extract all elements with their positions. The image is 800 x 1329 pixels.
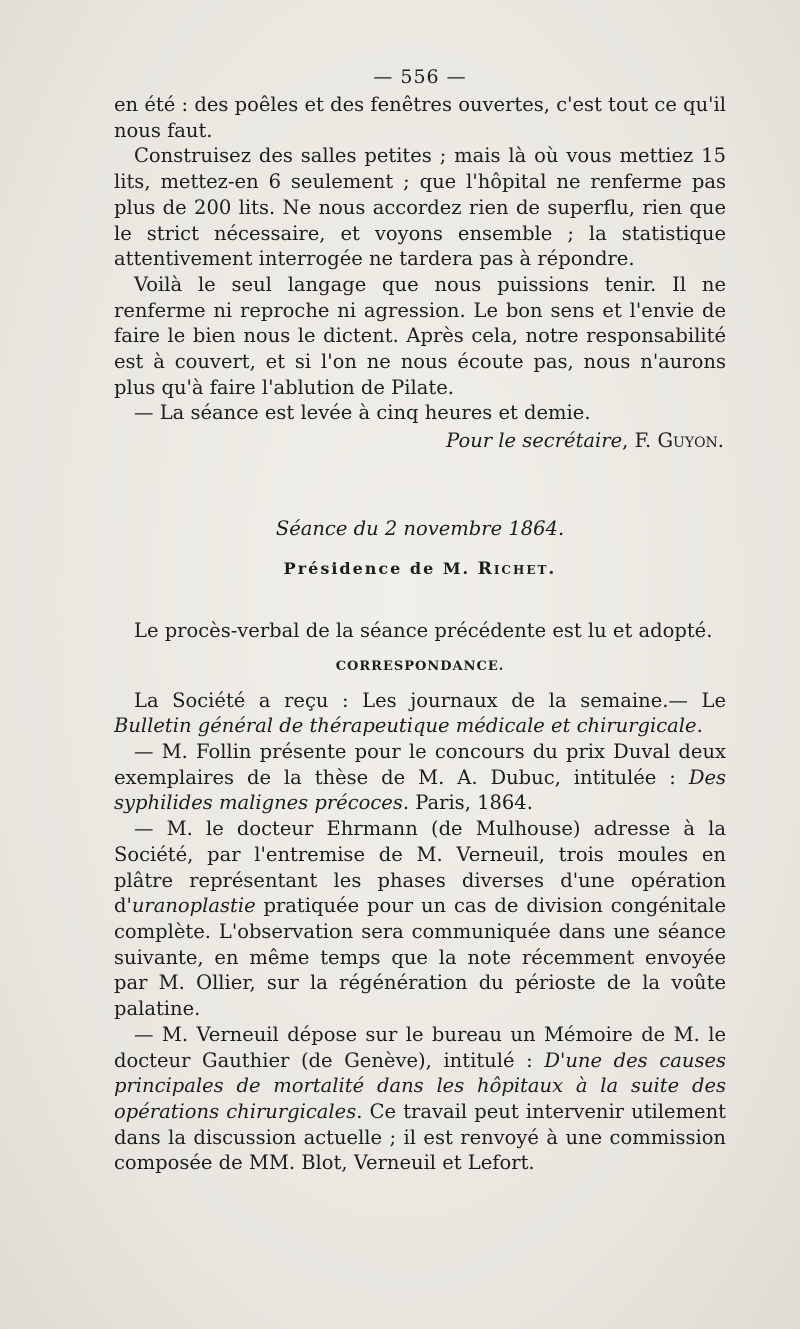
closing-line: — La séance est levée à cinq heures et demie. <box>134 401 591 425</box>
item4-text-a: — M. Verneuil dépose sur le bureau un Mémoire de M. le docteur Gauthier (de Genève), intitulé : <box>114 1022 726 1072</box>
item1-text: La Société a reçu : Les journaux de la semaine.— Le <box>134 688 726 712</box>
signature-name: F. Guyon. <box>634 429 724 453</box>
item3-term: uranoplastie <box>131 894 256 918</box>
item2-end: . Paris, 1864. <box>402 791 533 815</box>
item1-title: Bulletin général de thérapeutique médicale et chirurgicale. <box>114 714 703 738</box>
session-title: Séance du 2 novembre 1864. <box>275 516 565 540</box>
correspondence-item-journaux <box>114 688 726 739</box>
item2-text: — M. Follin présente pour le concours du prix Duval deux exemplaires de la thèse de M. A. Dubuc, intitulée : <box>114 740 726 789</box>
continuation-paragraph: en été : des poêles et des fenêtres ouvertes, c'est tout ce qu'il nous faut. <box>114 93 726 142</box>
correspondence-heading: CORRESPONDANCE. <box>335 658 505 674</box>
presidency-line <box>114 556 726 583</box>
correspondence-item-verneuil <box>114 1022 726 1176</box>
item2-title: Des syphilides malignes précoces <box>114 765 726 815</box>
section-gap <box>114 454 726 516</box>
paragraph-salles: Construisez des salles petites ; mais là où vous mettiez 15 lits, mettez-en 6 seulement ; que l'hôpital ne renferme pas plus de 200 lits. Ne nous accordez rien de superflu, rien que le strict nécessaire, et voyons ensemble ; la statistique attentivement interrogée ne tardera pas à répondre. <box>114 144 726 271</box>
item4-text-b: . Ce travail peut intervenir utilement dans la discussion actuelle ; il est renvoyé à une commission composée de MM. Blot, Verneuil et Lefort. <box>114 1099 726 1175</box>
signature-separator: , <box>622 429 635 453</box>
paragraph-langage: Voilà le seul langage que nous puissions tenir. Il ne renferme ni reproche ni agression. Le bon sens et l'envie de faire le bien nous le dictent. Après cela, notre responsabilité est à couvert, et si l'on ne nous écoute pas, nous n'aurons plus qu'à faire l'ablution de Pilate. <box>114 272 726 399</box>
item3-text-b: pratiquée pour un cas de division congénitale complète. L'observation sera communiquée dans une séance suivante, en même temps que la note récemment envoyée par M. Ollier, sur la régénération du périoste de la voûte palatine. <box>114 894 726 1021</box>
page-number: — 556 — <box>373 66 467 88</box>
signature-role: Pour le secrétaire <box>446 429 623 453</box>
presidency-prefix: Présidence de M. <box>283 558 478 578</box>
correspondence-item-follin <box>114 739 726 816</box>
correspondence-item-ehrmann <box>114 816 726 1022</box>
item4-title: D'une des causes principales de mortalité dans les hôpitaux à la suite des opérations chirurgicales <box>114 1048 726 1123</box>
item3-text-a: — M. le docteur Ehrmann (de Mulhouse) adresse à la Société, par l'entremise de M. Verneuil, trois moules en plâtre représentant les phases diverses d'une opération d' <box>114 817 726 918</box>
text-column <box>114 62 726 1176</box>
presidency-name: Richet. <box>477 558 557 579</box>
minutes-paragraph: Le procès-verbal de la séance précédente est lu et adopté. <box>134 619 713 643</box>
signature <box>114 428 726 454</box>
